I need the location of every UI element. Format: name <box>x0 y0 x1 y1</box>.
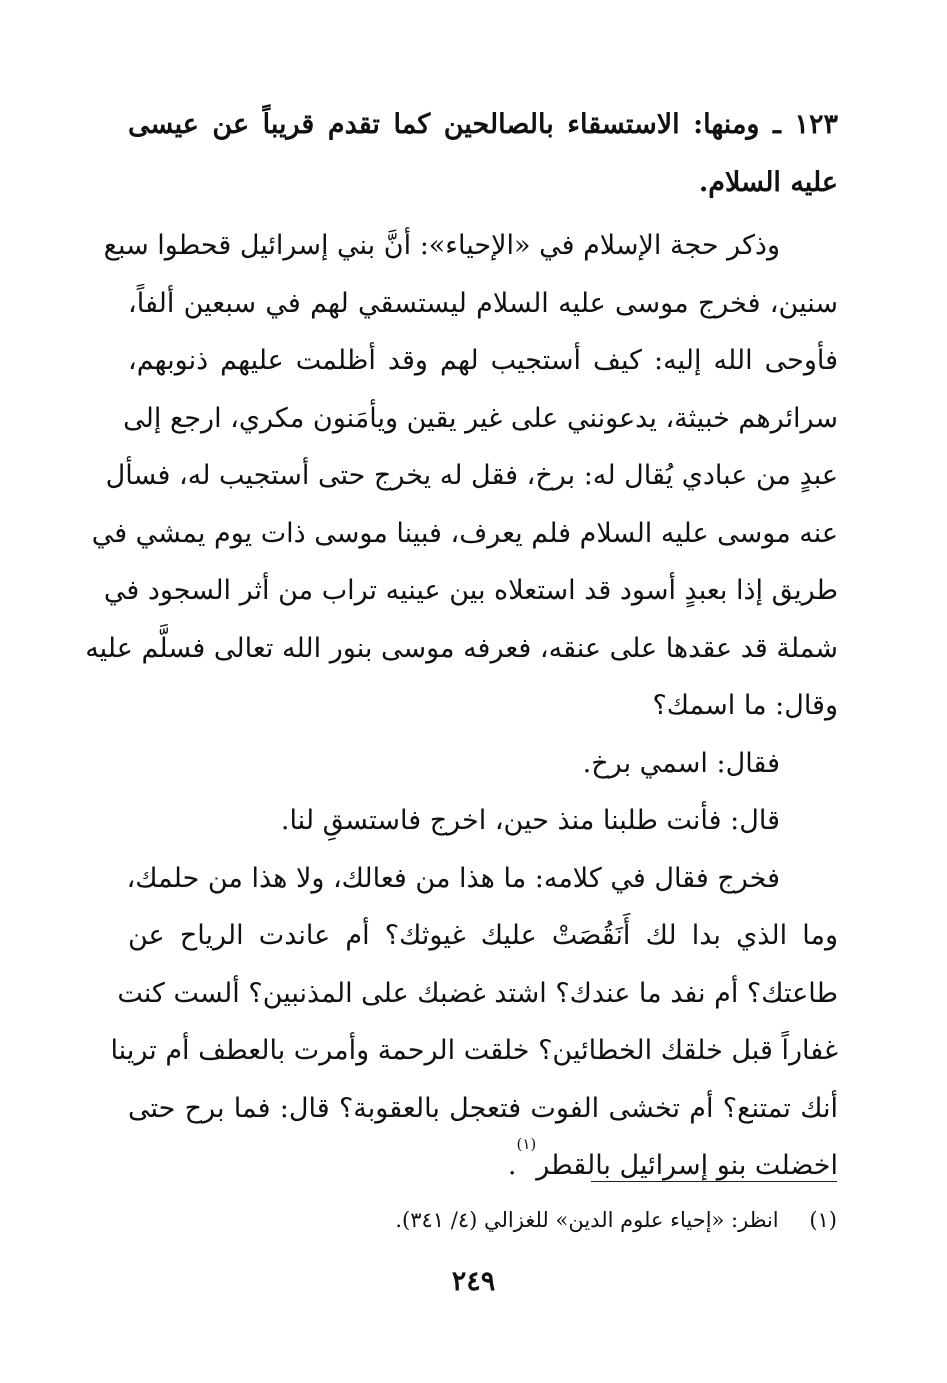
section-heading <box>128 96 838 211</box>
text-line: فقال: اسمي برخ. <box>582 747 780 779</box>
heading-line: عليه السلام. <box>698 166 838 198</box>
text-line: سرائرهم خبيثة، يدعونني على غير يقين ويأمَنون مكري، ارجع إلى <box>123 402 838 434</box>
text-line: قال: فأنت طلبنا منذ حين، اخرج فاستسقِ لنا. <box>280 805 780 836</box>
text-line: شملة قد عقدها على عنقه، فعرفه موسى بنور الله تعالى فسلَّم عليه <box>85 632 838 664</box>
text-line: فخرج فقال في كلامه: ما هذا من فعالك، ولا هذا من حلمك، <box>126 862 780 894</box>
text-line: فأوحى الله إليه: كيف أستجيب لهم وقد أظلمت عليهم ذنوبهم، <box>128 345 838 376</box>
text-line: طاعتك؟ أم نفد ما عندك؟ اشتد غضبك على المذنبين؟ ألست كنت <box>117 977 838 1009</box>
paragraph <box>85 217 838 735</box>
page-body <box>85 96 838 1195</box>
text-line: طريق إذا بعبدٍ أسود قد استعلاه بين عينيه تراب من أثر السجود في <box>103 575 838 606</box>
text-line: غفاراً قبل خلقك الخطائين؟ خلقت الرحمة وأمرت بالعطف أم ترينا <box>110 1035 838 1066</box>
paragraph <box>128 735 838 793</box>
text-line: وقال: ما اسمك؟ <box>652 690 838 721</box>
footnote-text: انظر: «إحياء علوم الدين» للغزالي (٤/ ٣٤١). <box>395 1208 779 1232</box>
paragraph <box>110 850 838 1195</box>
footnote-divider <box>591 1181 837 1182</box>
footnote-number: (١) <box>809 1208 837 1232</box>
page-number: ٢٤٩ <box>451 1266 496 1297</box>
text-fragment: اخضلت بنو إسرائيل بالقطر <box>536 1150 838 1181</box>
text-line: عنه موسى عليه السلام فلم يعرف، فبينا موسى ذات يوم يمشي في <box>91 517 838 549</box>
text-line: أنك تمتنع؟ أم تخشى الفوت فتعجل بالعقوبة؟ قال: فما برح حتى <box>128 1092 838 1124</box>
text-line <box>128 1137 838 1195</box>
text-line: وما الذي بدا لك أَنَقُصَتْ عليك غيوثك؟ أم عاندت الرياح عن <box>128 920 838 951</box>
paragraph <box>128 792 838 850</box>
text-line: سنين، فخرج موسى عليه السلام ليستسقي لهم في سبعين ألفاً، <box>128 287 838 319</box>
text-line: وذكر حجة الإسلام في «الإحياء»: أنَّ بني إسرائيل قحطوا سبع <box>103 230 780 261</box>
footnote <box>395 1202 837 1238</box>
heading-line: ١٢٣ ـ ومنها: الاستسقاء بالصالحين كما تقدم قريباً عن عيسى <box>128 109 838 140</box>
text-fragment: . <box>507 1150 517 1181</box>
footnote-reference[interactable]: (١) <box>516 1135 537 1153</box>
text-line: عبدٍ من عبادي يُقال له: برخ، فقل له يخرج حتى أستجيب له، فسأل <box>105 460 838 491</box>
